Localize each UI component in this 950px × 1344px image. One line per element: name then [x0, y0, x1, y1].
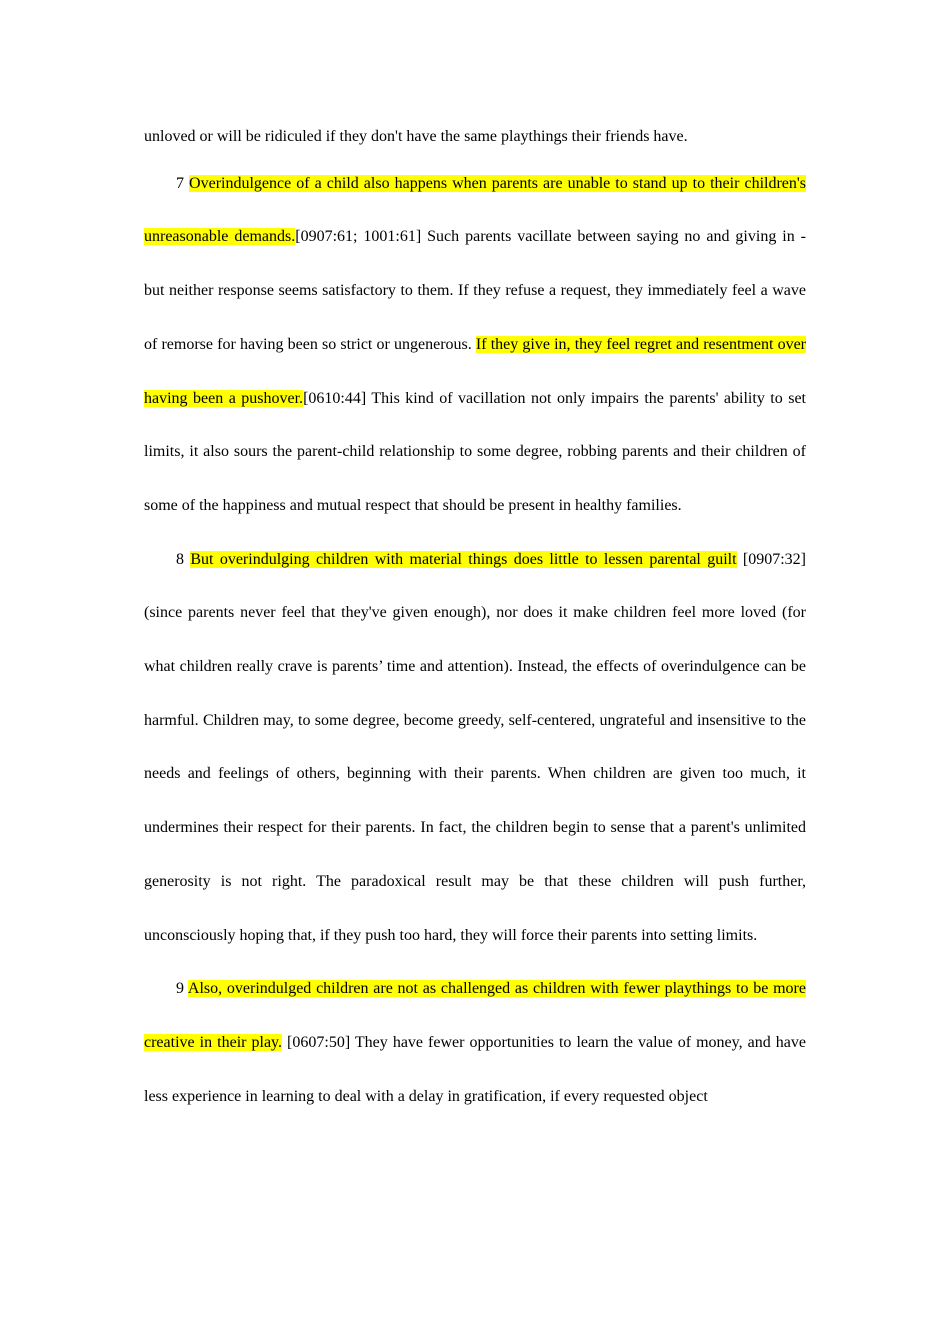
paragraph-9 — [144, 962, 806, 1123]
paragraph-7 — [144, 157, 806, 533]
text-segment: [0907:32] (since parents never feel that they've given enough), nor does it make children feel more loved (for what children really crave is parents’ time and attention). Instead, the effects of overindulgence can be harmful. Children may, to some degree, become greedy, self-centered, ungrateful and insensitive to the needs and feelings of others, beginning with their parents. When children are given too much, it undermines their respect for their parents. In fact, the children begin to sense that a parent's unlimited generosity is not right. The paradoxical result may be that these children will push further, unconsciously hoping that, if they push too hard, they will force their parents into setting limits. — [144, 550, 807, 944]
highlighted-text: Overindulgence of a child also happens when parents are unable to stand up to their children's unreasonable demands. — [144, 174, 807, 246]
highlighted-text: If they give in, they feel regret and resentment over having been a pushover. — [144, 335, 806, 407]
text-segment: [0907:61; 1001:61] Such parents vacillate between saying no and giving in - but neither response seems satisfactory to them. If they refuse a request, they immediately feel a wave of remorse for having been so strict or ungenerous. — [144, 228, 807, 353]
paragraph-8 — [144, 533, 806, 963]
document-body — [144, 110, 806, 1123]
paragraph-number: 9 — [176, 980, 184, 998]
text-segment: [0607:50] They have fewer opportunities to learn the value of money, and have less experience in learning to deal with a delay in gratification, if every requested object — [144, 1033, 806, 1105]
paragraph-number: 8 — [176, 550, 184, 568]
text-segment: [0610:44] This kind of vacillation not only impairs the parents' ability to set limits, it also sours the parent-child relationship to some degree, robbing parents and their children of some of the happiness and mutual respect that should be present in healthy families. — [144, 389, 806, 514]
text-segment: unloved or will be ridiculed if they don't have the same playthings their friends have. — [144, 128, 688, 145]
paragraph-continuation — [144, 110, 806, 164]
highlighted-text: But overindulging children with material things does little to lessen parental guilt — [190, 550, 737, 568]
paragraph-number: 7 — [176, 174, 184, 192]
highlighted-text: Also, overindulged children are not as challenged as children with fewer playthings to be more creative in their play. — [144, 980, 806, 1051]
